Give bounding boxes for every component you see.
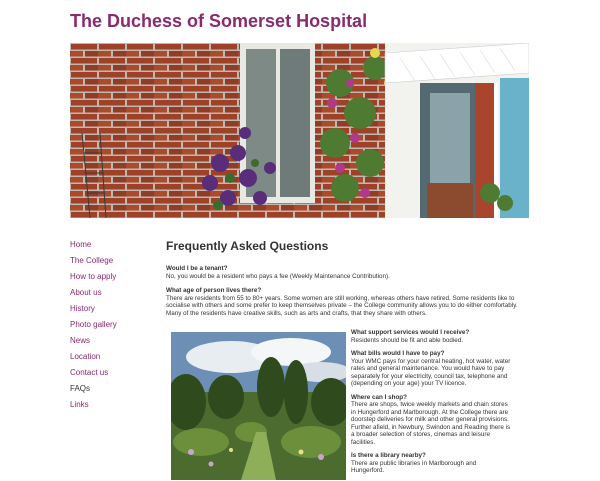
faq-item bbox=[351, 394, 511, 447]
faq-question: Where can I shop? bbox=[351, 393, 407, 401]
faq-side-column bbox=[351, 329, 511, 481]
faq-question: What age of person lives there? bbox=[166, 287, 262, 294]
faq-item bbox=[351, 452, 511, 475]
nav-contact-us-link[interactable]: Contact us bbox=[70, 368, 109, 377]
nav-history-link[interactable]: History bbox=[70, 304, 95, 313]
nav-how-to-apply-link[interactable]: How to apply bbox=[70, 272, 117, 281]
page-heading: Frequently Asked Questions bbox=[166, 239, 329, 253]
faq-question: What bills would I have to pay? bbox=[351, 350, 445, 357]
faq-item bbox=[351, 329, 511, 344]
faq-question: Is there a library nearby? bbox=[351, 452, 426, 459]
nav-about-us-link[interactable]: About us bbox=[70, 288, 102, 297]
garden-photo bbox=[171, 332, 346, 480]
faq-item bbox=[351, 350, 511, 388]
faq-item bbox=[166, 287, 532, 317]
faq-question: What support services would I receive? bbox=[351, 329, 470, 336]
nav-links-link[interactable]: Links bbox=[70, 400, 89, 409]
faq-question: Would I be a tenant? bbox=[166, 265, 228, 272]
site-title: The Duchess of Somerset Hospital bbox=[70, 11, 368, 31]
faq-answer: Your WMC pays for your central heating, hot water, water rates and general maintenance. You would have to pay separately for your electricity, council tax, telephone and (depending on your age) your TV licence. bbox=[351, 357, 511, 387]
faq-answer: There are public libraries in Marlborough and Hungerford. bbox=[351, 459, 477, 474]
nav-faqs-link[interactable]: FAQs bbox=[70, 384, 91, 393]
faq-content bbox=[166, 239, 532, 324]
faq-answer: Residents should be fit and able bodied. bbox=[351, 336, 464, 344]
hero-photo-brick-wall-clematis bbox=[70, 43, 529, 218]
faq-answer: No, you would be a resident who pays a fee (Weekly Maintenance Contribution). bbox=[166, 272, 390, 280]
nav-home-link[interactable]: Home bbox=[70, 240, 92, 249]
nav-photo-gallery-link[interactable]: Photo gallery bbox=[70, 320, 117, 329]
sidebar-nav bbox=[70, 237, 150, 413]
faq-answer: There are residents from 55 to 80+ years. Some women are still working, whereas others have retired. Some residents like to socialise with others and some prefer to keep themselves private – the College community allows you to do either comfortably. Many of the residents have creative skills, such as arts and crafts, that they share with others. bbox=[166, 294, 518, 317]
nav-the-college-link[interactable]: The College bbox=[70, 256, 114, 265]
faq-answer: There are shops, twice weekly markets and chain stores in Hungerford and Marlborough. At the College there are doorstep deliveries for milk and other general provisions. Further afield, in Newbury, Swindon and Reading there is a broader selection of stores, cinemas and leisure facilities. bbox=[351, 401, 511, 446]
faq-item bbox=[166, 265, 532, 280]
nav-location-link[interactable]: Location bbox=[70, 352, 101, 361]
nav-news-link[interactable]: News bbox=[70, 336, 91, 345]
